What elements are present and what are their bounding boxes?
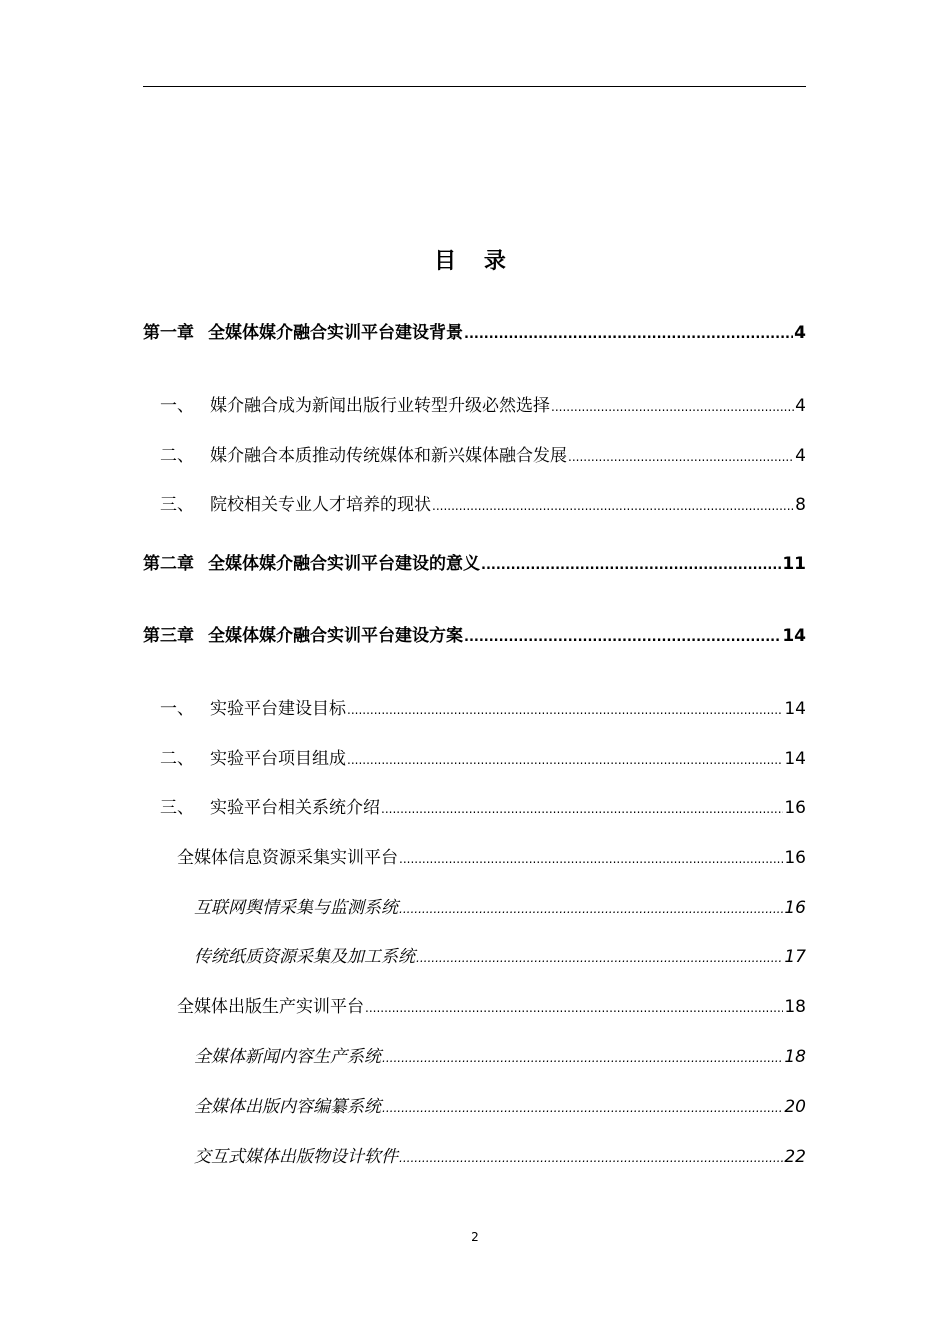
dot-leader xyxy=(551,395,794,419)
toc-title: 目 录 xyxy=(434,249,516,274)
dot-leader xyxy=(381,797,783,821)
toc-entry-section[interactable] xyxy=(160,796,806,821)
toc-entry-chapter-3[interactable] xyxy=(143,624,806,650)
toc-entry-label: 互联网舆情采集与监测系统 xyxy=(194,898,398,918)
dot-leader xyxy=(399,847,783,871)
dot-leader xyxy=(481,554,781,578)
toc-entry-label: 全媒体媒介融合实训平台建设的意义 xyxy=(208,554,480,574)
dot-leader xyxy=(399,897,783,921)
toc-entry-subsubsection[interactable] xyxy=(194,1095,806,1120)
toc-entry-page: 4 xyxy=(795,396,806,416)
toc-entry-page: 4 xyxy=(794,323,806,343)
dot-leader xyxy=(568,445,794,469)
toc-entry-section[interactable] xyxy=(160,747,806,772)
toc-entry-label: 传统纸质资源采集及加工系统 xyxy=(194,947,415,967)
dot-leader xyxy=(347,748,783,772)
toc-entry-section[interactable] xyxy=(160,394,806,419)
toc-entry-label: 实验平台项目组成 xyxy=(210,749,346,769)
toc-entry-subsubsection[interactable] xyxy=(194,1045,806,1070)
dot-leader xyxy=(464,626,781,650)
toc-entry-label: 实验平台相关系统介绍 xyxy=(210,798,380,818)
toc-entry-page: 14 xyxy=(782,626,806,646)
toc-entry-number: 第一章 xyxy=(143,323,194,343)
toc-entry-page: 4 xyxy=(795,446,806,466)
toc-entry-subsection[interactable] xyxy=(177,995,806,1020)
dot-leader xyxy=(382,1096,783,1120)
toc-entry-chapter-1[interactable] xyxy=(143,321,806,347)
dot-leader xyxy=(416,946,783,970)
toc-entry-page: 16 xyxy=(784,798,806,818)
toc-entry-subsubsection[interactable] xyxy=(194,1145,806,1170)
toc-entry-label: 媒介融合成为新闻出版行业转型升级必然选择 xyxy=(210,396,550,416)
dot-leader xyxy=(382,1046,783,1070)
dot-leader xyxy=(432,494,794,518)
header-rule xyxy=(143,86,806,87)
toc-entry-chapter-2[interactable] xyxy=(143,552,806,578)
page-number: 2 xyxy=(471,1230,479,1244)
toc-entry-label: 全媒体出版生产实训平台 xyxy=(177,997,364,1017)
toc-entry-section[interactable] xyxy=(160,444,806,469)
toc-entry-number: 三、 xyxy=(160,798,194,818)
toc-entry-label: 实验平台建设目标 xyxy=(210,699,346,719)
toc-entry-section[interactable] xyxy=(160,697,806,722)
dot-leader xyxy=(399,1146,783,1170)
toc-entry-label: 全媒体出版内容编纂系统 xyxy=(194,1097,381,1117)
dot-leader xyxy=(365,996,783,1020)
toc-entry-page: 20 xyxy=(784,1097,806,1117)
toc-entry-number: 第二章 xyxy=(143,554,194,574)
dot-leader xyxy=(347,698,783,722)
toc-entry-number: 二、 xyxy=(160,446,194,466)
toc-entry-page: 16 xyxy=(784,898,806,918)
toc-entry-label: 全媒体信息资源采集实训平台 xyxy=(177,848,398,868)
toc-entry-subsection[interactable] xyxy=(177,846,806,871)
toc-entry-subsubsection[interactable] xyxy=(194,945,806,970)
toc-entry-section[interactable] xyxy=(160,493,806,518)
toc-entry-page: 16 xyxy=(784,848,806,868)
toc-entry-label: 媒介融合本质推动传统媒体和新兴媒体融合发展 xyxy=(210,446,567,466)
toc-entry-page: 14 xyxy=(784,699,806,719)
toc-entry-number: 第三章 xyxy=(143,626,194,646)
toc-entry-page: 18 xyxy=(784,1047,806,1067)
toc-entry-label: 全媒体新闻内容生产系统 xyxy=(194,1047,381,1067)
toc-entry-number: 三、 xyxy=(160,495,194,515)
toc-entry-page: 18 xyxy=(784,997,806,1017)
toc-entry-label: 交互式媒体出版物设计软件 xyxy=(194,1147,398,1167)
toc-entry-number: 一、 xyxy=(160,699,194,719)
toc-entry-label: 院校相关专业人才培养的现状 xyxy=(210,495,431,515)
toc-entry-number: 二、 xyxy=(160,749,194,769)
toc-entry-subsubsection[interactable] xyxy=(194,896,806,921)
toc-entry-page: 11 xyxy=(782,554,806,574)
toc-entry-page: 14 xyxy=(784,749,806,769)
toc-entry-page: 8 xyxy=(795,495,806,515)
toc-entry-page: 22 xyxy=(784,1147,806,1167)
toc-entry-number: 一、 xyxy=(160,396,194,416)
dot-leader xyxy=(464,323,793,347)
toc-entry-page: 17 xyxy=(784,947,806,967)
toc-entry-label: 全媒体媒介融合实训平台建设背景 xyxy=(208,323,463,343)
toc-entry-label: 全媒体媒介融合实训平台建设方案 xyxy=(208,626,463,646)
